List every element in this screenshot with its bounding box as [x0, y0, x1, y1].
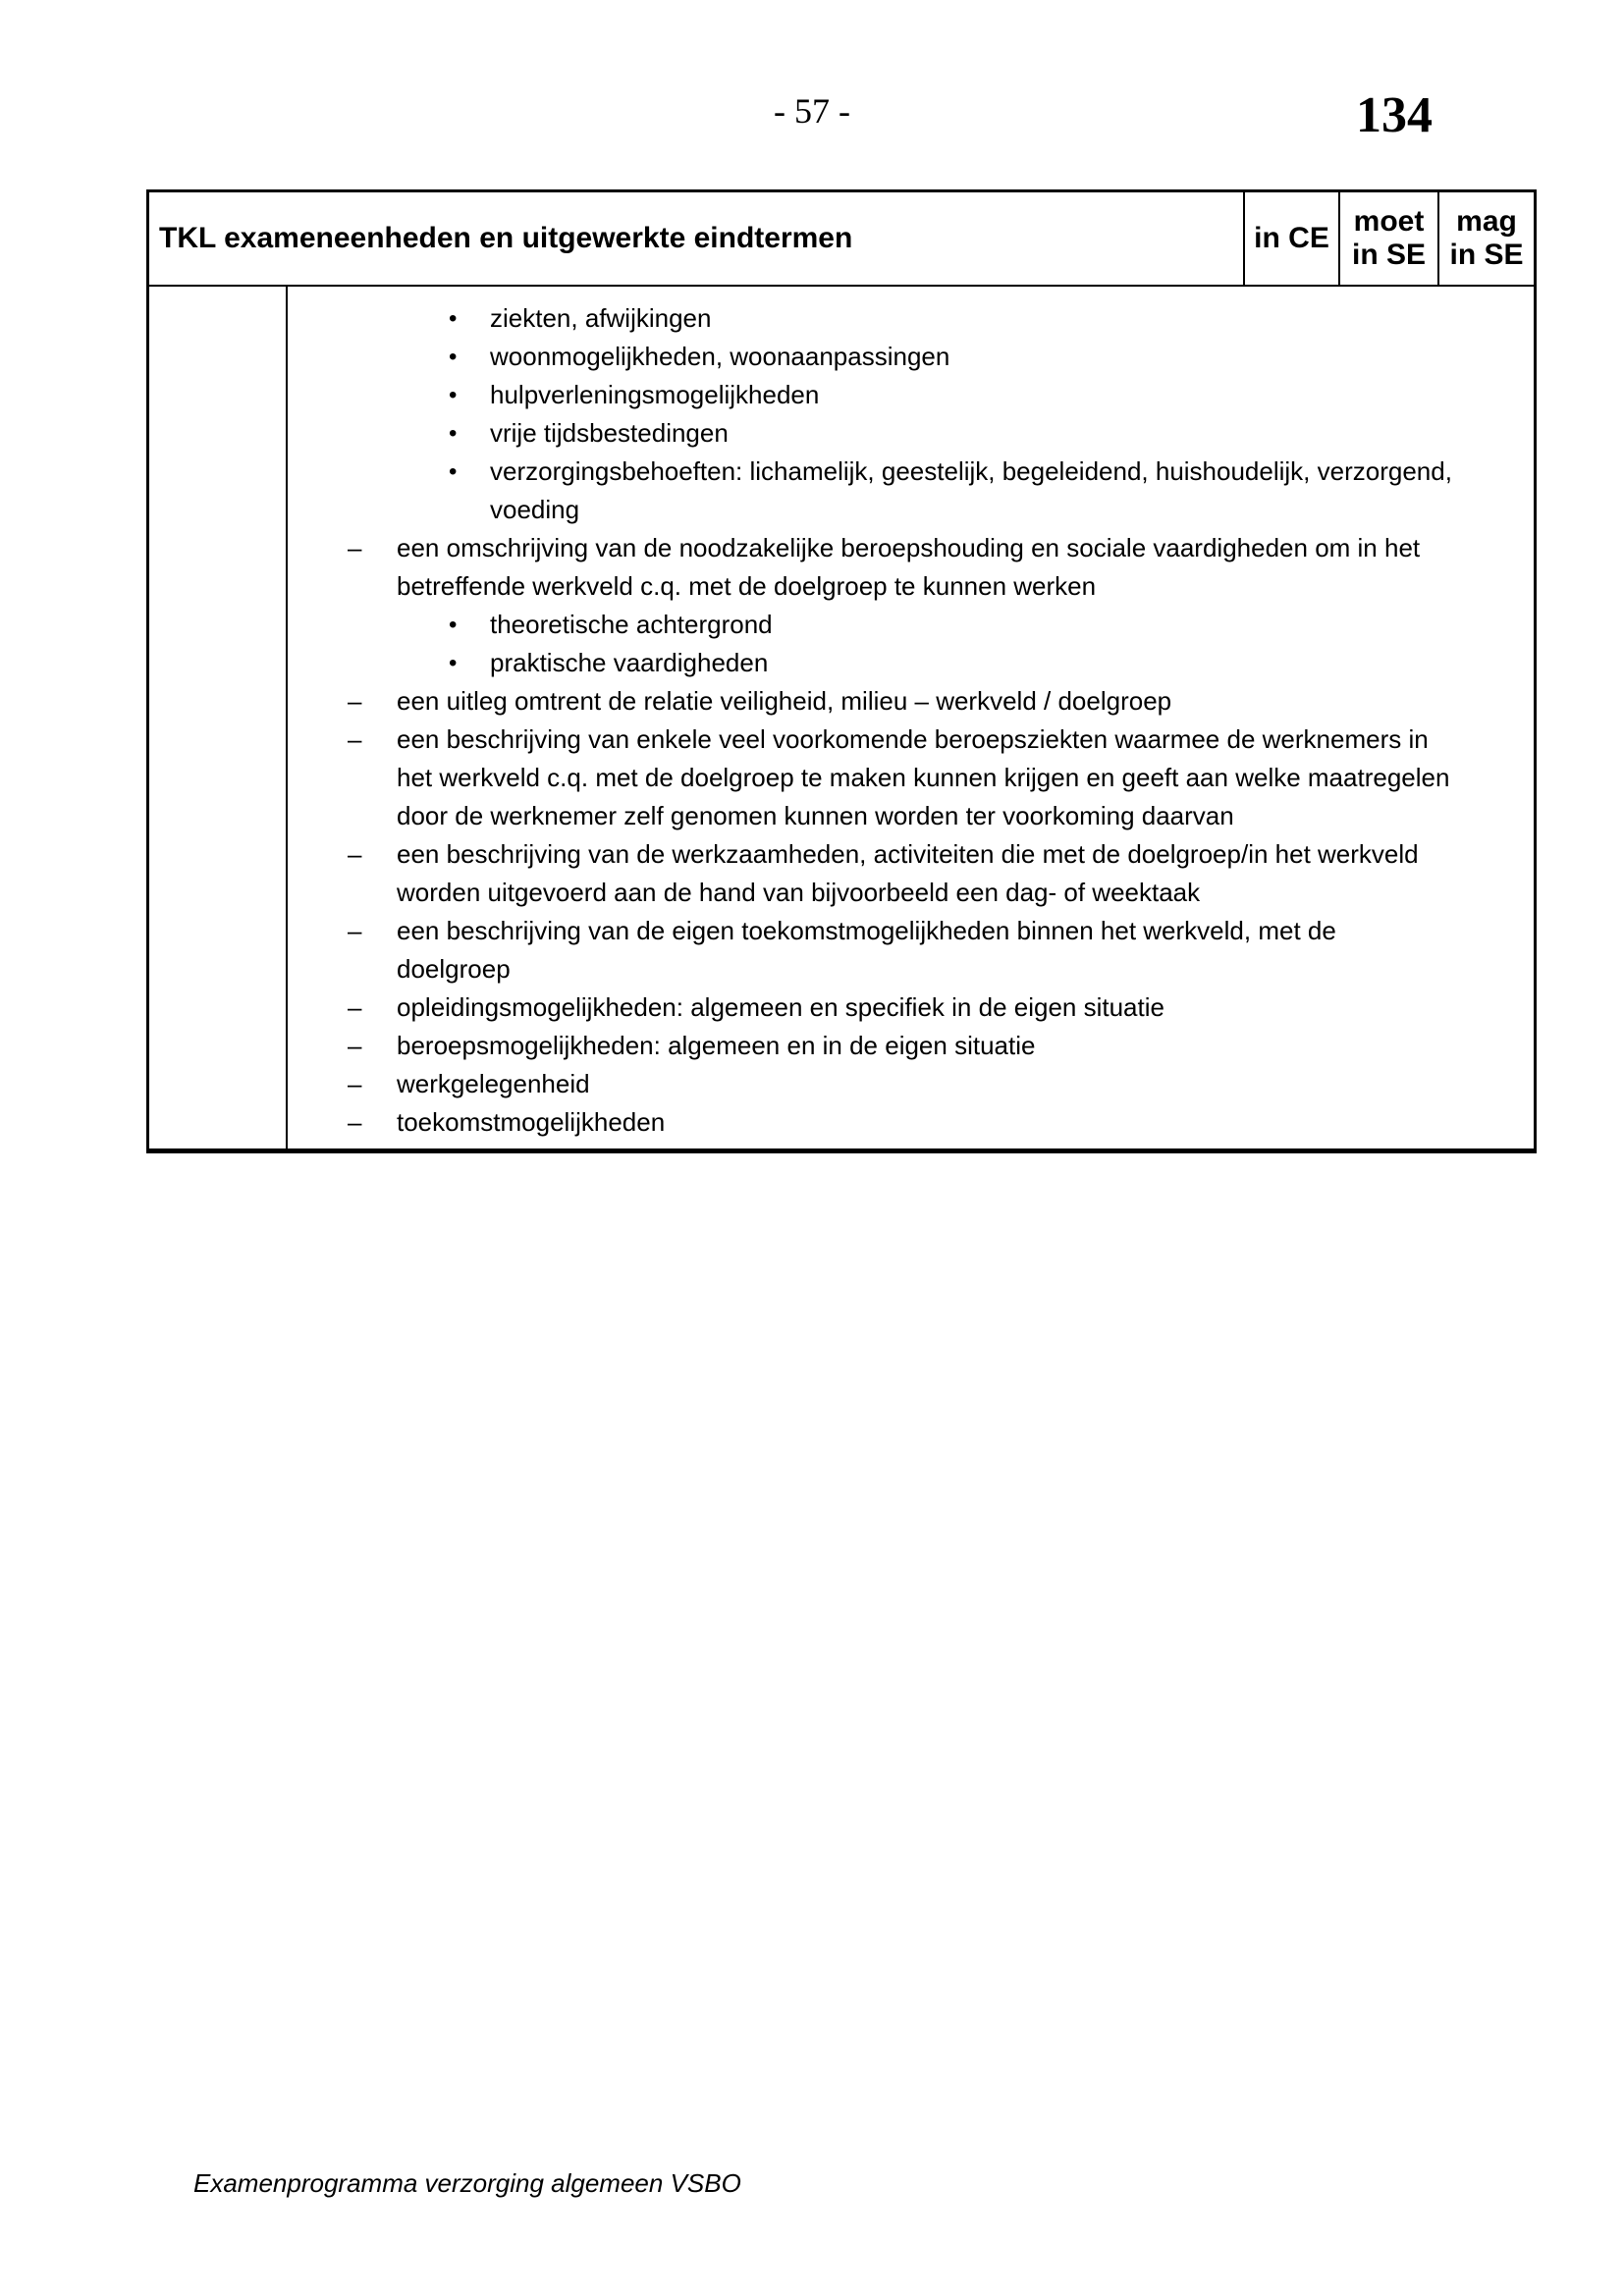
list-item — [288, 912, 1534, 988]
bullet-icon: • — [449, 612, 458, 638]
eindtermen-list — [288, 287, 1534, 1148]
list-item — [288, 299, 1534, 338]
list-item — [288, 338, 1534, 376]
list-item-text — [288, 682, 1534, 721]
page-number-center: - 57 - — [774, 91, 850, 131]
list-item — [288, 644, 1534, 682]
bullet-icon: • — [449, 458, 458, 485]
table-header-mag-in-se — [1439, 192, 1534, 285]
text-line: betreffende werkveld c.q. met de doelgroep te kunnen werken — [397, 571, 1097, 601]
text-line: opleidingsmogelijkheden: algemeen en specifiek in de eigen situatie — [397, 992, 1164, 1022]
bullet-icon: • — [449, 305, 458, 332]
list-item — [288, 606, 1534, 644]
text-line: toekomstmogelijkheden — [397, 1107, 666, 1137]
table-header-title: TKL exameneenheden en uitgewerkte eindtermen — [149, 192, 1245, 285]
text-line: een beschrijving van enkele veel voorkomende beroepsziekten waarmee de werknemers in — [397, 724, 1429, 754]
text-line: ziekten, afwijkingen — [490, 303, 712, 333]
table-body-row — [149, 287, 1534, 1148]
list-item-text — [288, 912, 1534, 988]
list-item-text — [288, 529, 1534, 606]
text-line: een beschrijving van de eigen toekomstmogelijkheden binnen het werkveld, met de — [397, 916, 1336, 945]
text-line: woonmogelijkheden, woonaanpassingen — [490, 342, 950, 371]
text-line: theoretische achtergrond — [490, 610, 773, 639]
text-line: door de werknemer zelf genomen kunnen worden ter voorkoming daarvan — [397, 801, 1234, 830]
header-moet-line2: in SE — [1351, 239, 1426, 271]
dash-marker: – — [348, 1069, 362, 1098]
list-item — [288, 453, 1534, 529]
eindtermen-table — [146, 189, 1537, 1153]
dash-marker: – — [348, 686, 362, 716]
text-line: een beschrijving van de werkzaamheden, activiteiten die met de doelgroep/in het werkveld — [397, 839, 1419, 869]
bullet-icon: • — [449, 650, 458, 676]
list-item-text — [288, 414, 1534, 453]
list-item — [288, 1065, 1534, 1103]
text-line: het werkveld c.q. met de doelgroep te maken kunnen krijgen en geeft aan welke maatregelen — [397, 763, 1450, 792]
dash-marker: – — [348, 839, 362, 869]
list-item-text — [288, 988, 1534, 1027]
list-item — [288, 835, 1534, 912]
list-item-text — [288, 453, 1534, 529]
table-body-left-cell — [149, 287, 288, 1148]
header-moet-line1: moet — [1353, 205, 1425, 238]
text-line: voeding — [490, 495, 580, 524]
dash-marker: – — [348, 1107, 362, 1137]
dash-marker: – — [348, 533, 362, 562]
dash-marker: – — [348, 992, 362, 1022]
text-line: vrije tijdsbestedingen — [490, 418, 729, 448]
list-item — [288, 988, 1534, 1027]
text-line: praktische vaardigheden — [490, 648, 769, 677]
list-item — [288, 682, 1534, 721]
list-item-text — [288, 1027, 1534, 1065]
text-line: verzorgingsbehoeften: lichamelijk, geestelijk, begeleidend, huishoudelijk, verzorgend, — [490, 456, 1452, 486]
text-line: doelgroep — [397, 954, 511, 984]
document-footer: Examenprogramma verzorging algemeen VSBO — [193, 2168, 741, 2198]
list-item-text — [288, 606, 1534, 644]
list-item-text — [288, 721, 1534, 835]
text-line: een omschrijving van de noodzakelijke beroepshouding en sociale vaardigheden om in het — [397, 533, 1421, 562]
header-mag-line1: mag — [1456, 205, 1517, 238]
list-item — [288, 414, 1534, 453]
text-line: hulpverleningsmogelijkheden — [490, 380, 820, 409]
bullet-icon: • — [449, 420, 458, 447]
dash-marker: – — [348, 724, 362, 754]
list-item-text — [288, 835, 1534, 912]
table-header-moet-in-se — [1340, 192, 1439, 285]
bullet-icon: • — [449, 344, 458, 370]
table-header-row — [149, 192, 1534, 287]
dash-marker: – — [348, 1031, 362, 1060]
list-item — [288, 1027, 1534, 1065]
list-item-text — [288, 1065, 1534, 1103]
list-item — [288, 1103, 1534, 1142]
page-number-stamp: 134 — [1356, 87, 1433, 143]
list-item-text — [288, 644, 1534, 682]
bullet-icon: • — [449, 382, 458, 408]
list-item-text — [288, 1103, 1534, 1142]
dash-marker: – — [348, 916, 362, 945]
text-line: een uitleg omtrent de relatie veiligheid, milieu – werkveld / doelgroep — [397, 686, 1172, 716]
list-item — [288, 529, 1534, 606]
list-item — [288, 376, 1534, 414]
header-mag-line2: in SE — [1449, 239, 1524, 271]
text-line: beroepsmogelijkheden: algemeen en in de eigen situatie — [397, 1031, 1036, 1060]
list-item-text — [288, 376, 1534, 414]
table-header-in-ce: in CE — [1245, 192, 1340, 285]
list-item-text — [288, 338, 1534, 376]
list-item-text — [288, 299, 1534, 338]
text-line: werkgelegenheid — [397, 1069, 590, 1098]
text-line: worden uitgevoerd aan de hand van bijvoorbeeld een dag- of weektaak — [397, 878, 1201, 907]
list-item — [288, 721, 1534, 835]
